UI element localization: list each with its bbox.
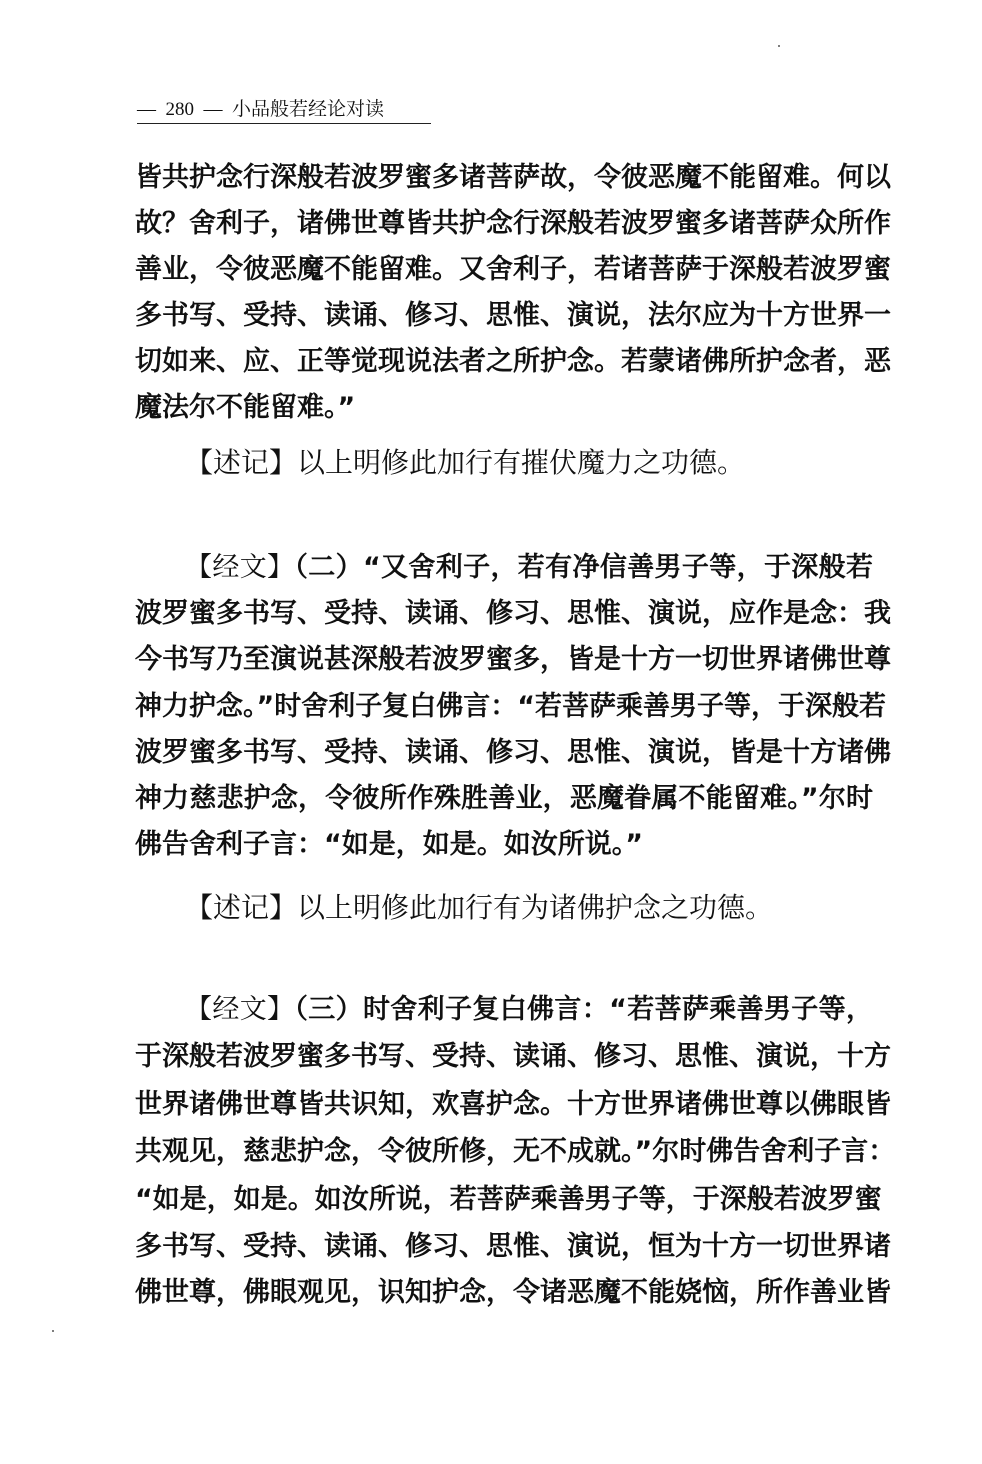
sutra-first-line: [185, 993, 873, 1027]
sutra-label: 【经文】: [185, 552, 295, 583]
text-line: 皆共护念行深般若波罗蜜多诸菩萨故，令彼恶魔不能留难。何以: [135, 162, 891, 193]
commentary-label: 【述记】: [185, 446, 298, 479]
running-header: [137, 94, 384, 121]
text-line: “如是，如是。如汝所说，若菩萨乘善男子等，于深般若波罗蜜: [135, 1184, 882, 1215]
text-line: 多书写、受持、读诵、修习、思惟、演说，法尔应为十方世界一: [135, 300, 891, 331]
header-dash-right: —: [203, 99, 223, 120]
text-line: 神力护念。”时舍利子复白佛言：“若菩萨乘善男子等，于深般若: [135, 691, 886, 722]
sutra-label: 【经文】: [185, 994, 295, 1025]
book-title: 小品般若经论对读: [232, 99, 385, 120]
sutra-first-line: [185, 551, 873, 585]
text-line: 善业，令彼恶魔不能留难。又舍利子，若诸菩萨于深般若波罗蜜: [135, 254, 891, 285]
text-line: 于深般若波罗蜜多书写、受持、读诵、修习、思惟、演说，十方: [135, 1041, 891, 1072]
text-line: 佛告舍利子言：“如是，如是。如汝所说。”: [135, 829, 643, 860]
text-line: 神力慈悲护念，令彼所作殊胜善业，恶魔眷属不能留难。”尔时: [135, 783, 873, 814]
sutra-text: （三）时舍利子复白佛言：“若菩萨乘善男子等，: [294, 994, 874, 1025]
text-line: 切如来、应、正等觉现说法者之所护念。若蒙诸佛所护念者，恶: [135, 346, 891, 377]
commentary-line: [185, 445, 745, 481]
commentary-line: [185, 890, 773, 926]
text-line: 今书写乃至演说甚深般若波罗蜜多，皆是十方一切世界诸佛世尊: [135, 644, 891, 675]
header-rule: [137, 123, 431, 124]
commentary-text: 以上明修此加行有为诸佛护念之功德。: [297, 891, 774, 924]
text-line: 波罗蜜多书写、受持、读诵、修习、思惟、演说，皆是十方诸佛: [135, 737, 891, 768]
scan-speck: [52, 1330, 54, 1332]
commentary-label: 【述记】: [185, 891, 298, 924]
text-line: 多书写、受持、读诵、修习、思惟、演说，恒为十方一切世界诸: [135, 1231, 891, 1262]
text-line: 佛世尊，佛眼观见，识知护念，令诸恶魔不能娆恼，所作善业皆: [135, 1277, 891, 1308]
text-line: 共观见，慈悲护念，令彼所修，无不成就。”尔时佛告舍利子言：: [135, 1136, 896, 1167]
text-line: 故？舍利子，诸佛世尊皆共护念行深般若波罗蜜多诸菩萨众所作: [135, 208, 891, 239]
header-dash-left: —: [137, 99, 156, 120]
commentary-text: 以上明修此加行有摧伏魔力之功德。: [297, 446, 746, 479]
text-line: 世界诸佛世尊皆共识知，欢喜护念。十方世界诸佛世尊以佛眼皆: [135, 1089, 891, 1120]
scan-speck: [778, 45, 780, 47]
text-line: 魔法尔不能留难。”: [135, 392, 356, 423]
text-line: 波罗蜜多书写、受持、读诵、修习、思惟、演说，应作是念：我: [135, 598, 891, 629]
page-number: 280: [165, 99, 194, 120]
sutra-text: （二）“又舍利子，若有净信善男子等，于深般若: [294, 552, 874, 583]
